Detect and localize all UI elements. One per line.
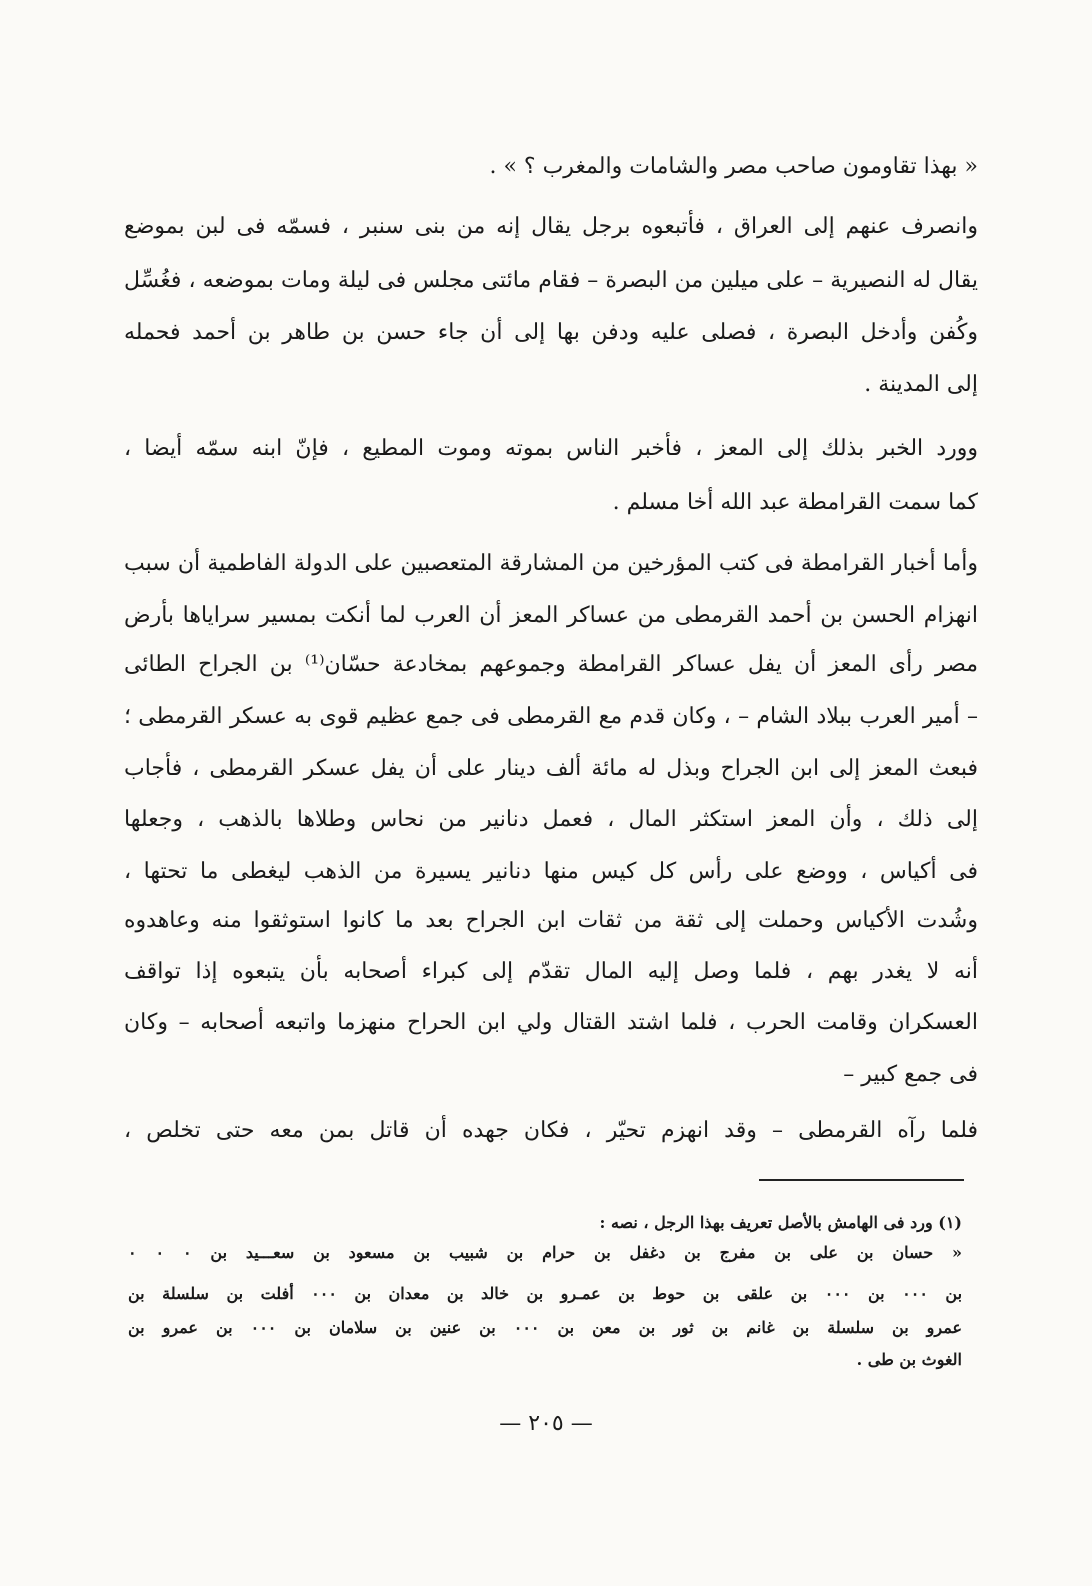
body-line: كما سمت القرامطة عبد الله أخا مسلم . — [612, 490, 978, 515]
body-line: يقال له النصيرية – على ميلين من البصرة – فقام مائتى مجلس فى ليلة ومات بموضعه ، فغُسِّل — [124, 268, 978, 293]
body-line: فلما رآه القرمطى – وقد انهزم تحيّر ، فكان جهده أن قاتل بمن معه حتى تخلص ، — [124, 1118, 978, 1143]
body-line: مصر رأى المعز أن يفل عساكر القرامطة وجموعهم بمخادعة حسّان⁽¹⁾ بن الجراح الطائى — [124, 652, 978, 677]
body-line: وأما أخبار القرامطة فى كتب المؤرخين من المشارقة المتعصبين على الدولة الفاطمية أن سبب — [124, 551, 978, 576]
footnote-line: الغوث بن طى . — [856, 1350, 962, 1369]
body-line: وكُفن وأدخل البصرة ، فصلى عليه ودفن بها إلى أن جاء حسن بن طاهر بن أحمد فحمله — [124, 320, 978, 345]
body-line: وورد الخبر بذلك إلى المعز ، فأخبر الناس بموته وموت المطيع ، فإنّ ابنه سمّه أيضا ، — [124, 436, 978, 461]
body-line: – أمير العرب ببلاد الشام – ، وكان قدم مع القرمطى فى جمع عظيم قوى به عسكر القرمطى ؛ — [124, 704, 978, 729]
footnote-separator — [759, 1179, 964, 1181]
body-line: وشُدت الأكياس وحملت إلى ثقة من ثقات ابن الجراح بعد ما كانوا استوثقوا منه وعاهدوه — [124, 908, 978, 933]
footnote-line: « حسان بن على بن مفرج بن دغفل بن حرام بن شبيب بن مسعود بن سعـــيد بن ٠ ٠ ٠ — [128, 1243, 962, 1262]
body-line: انهزام الحسن بن أحمد القرمطى من عساكر المعز أن العرب لما أنكت بمسير سراياها بأرض — [124, 603, 978, 628]
body-line: إلى ذلك ، وأن المعز استكثر المال ، فعمل دنانير من نحاس وطلاها بالذهب ، وجعلها — [124, 807, 978, 832]
body-line: أنه لا يغدر بهم ، فلما وصل إليه المال تقدّم إلى كبراء أصحابه بأن يتبعوه إذا تواقف — [124, 959, 978, 984]
body-line: فى أكياس ، ووضع على رأس كل كيس منها دنانير يسيرة من الذهب ليغطى ما تحتها ، — [124, 859, 978, 884]
footnote-line: بن ٠٠٠ بن ٠٠٠ بن علقى بن حوط بن عمـرو بن خالد بن معدان بن ٠٠٠ أفلت بن سلسلة بن — [128, 1284, 963, 1303]
footnote-line: عمرو بن سلسلة بن غانم بن ثور بن معن بن ٠٠٠ بن عنين بن سلامان بن ٠٠٠ بن عمرو بن — [128, 1318, 963, 1337]
footnote-line: (١) ورد فى الهامش بالأصل تعريف بهذا الرجل ، نصه : — [599, 1213, 962, 1232]
body-line: وانصرف عنهم إلى العراق ، فأتبعوه برجل يقال إنه من بنى سنبر ، فسمّه فى لبن بموضع — [124, 214, 978, 239]
body-line: « بهذا تقاومون صاحب مصر والشامات والمغرب ؟ » . — [489, 154, 978, 179]
body-line: فى جمع كبير – — [843, 1062, 978, 1087]
body-line: فبعث المعز إلى ابن الجراح وبذل له مائة ألف دينار على أن يفل عسكر القرمطى ، فأجاب — [124, 756, 978, 781]
body-line: العسكران وقامت الحرب ، فلما اشتد القتال ولي ابن الحراح منهزما واتبعه أصحابه – وكان — [124, 1010, 978, 1035]
page-number: — ٢٠٥ — — [499, 1411, 593, 1436]
body-line: إلى المدينة . — [864, 372, 978, 397]
